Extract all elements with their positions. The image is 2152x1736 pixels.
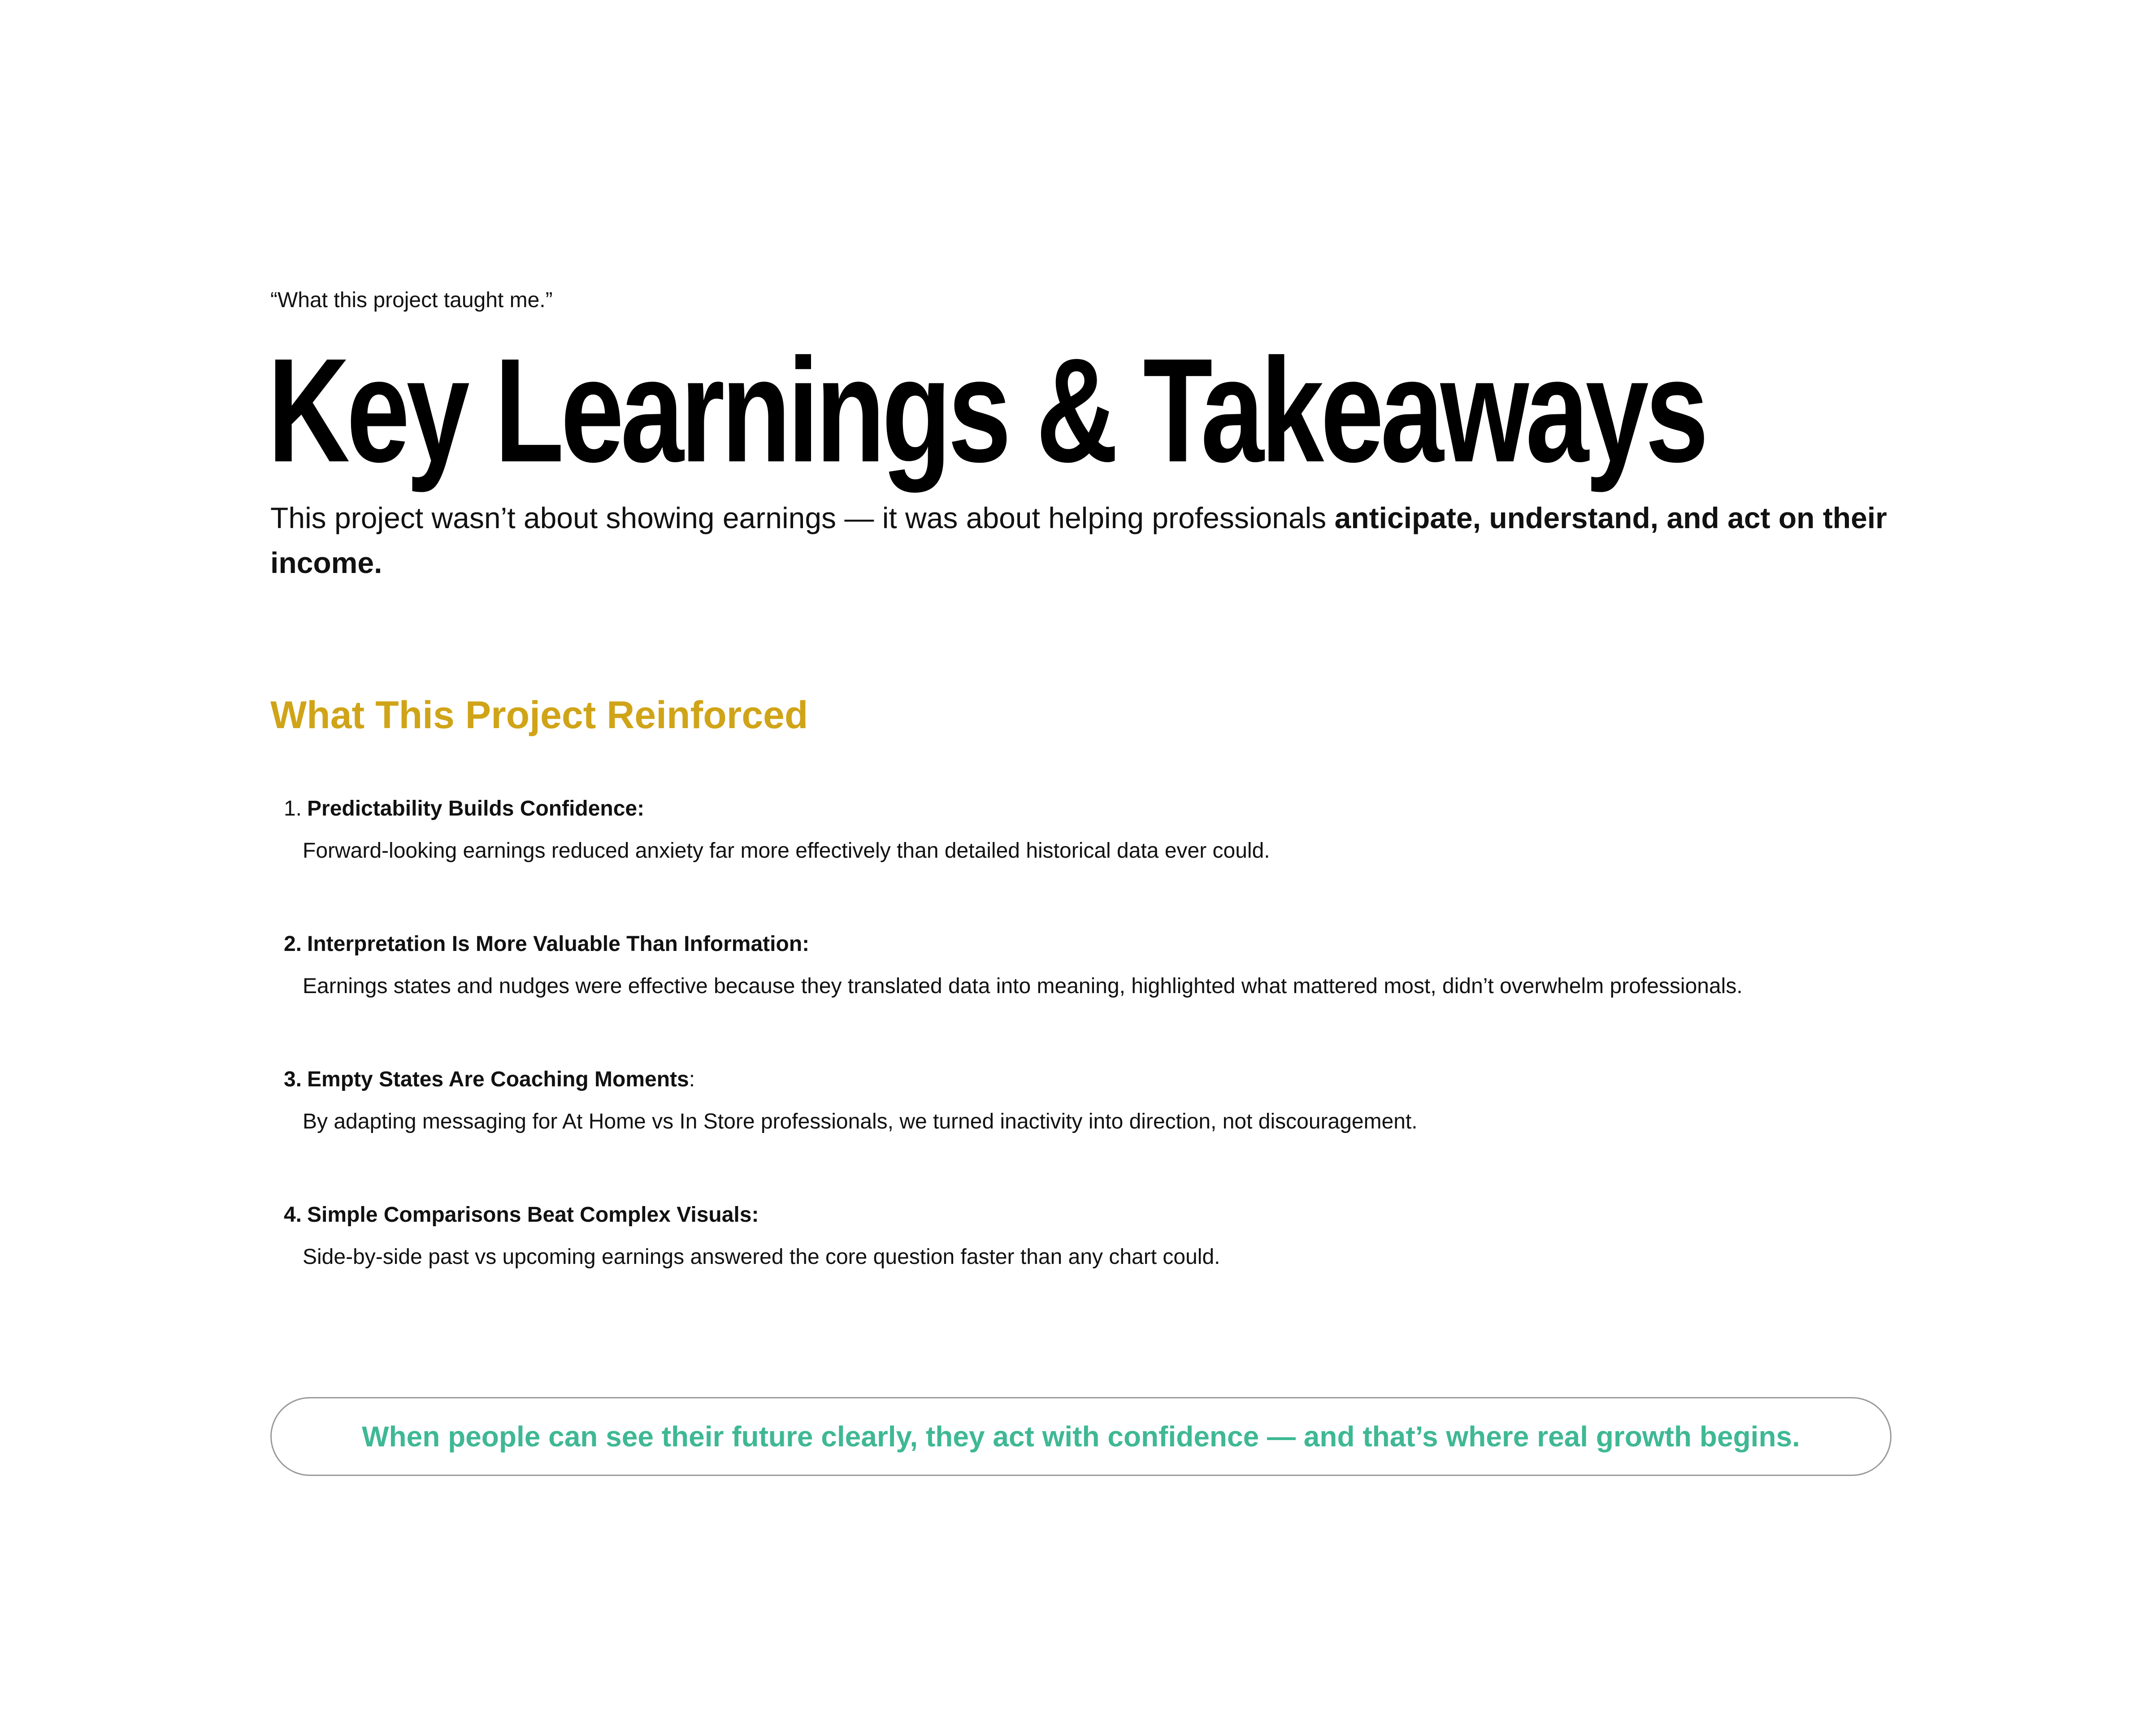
intro-paragraph	[270, 495, 1893, 585]
learning-description: Earnings states and nudges were effective because they translated data into meaning, highlighted what mattered most, didn’t overwhelm professionals.	[303, 974, 1743, 998]
eyebrow-quote: “What this project taught me.”	[270, 288, 553, 312]
learning-header	[270, 928, 1893, 960]
learning-item	[270, 928, 1893, 1063]
learning-number: 3.	[283, 1068, 302, 1091]
learning-colon: :	[637, 797, 645, 820]
learning-item	[270, 1199, 1893, 1334]
learning-colon: :	[802, 932, 810, 956]
learning-description: Side-by-side past vs upcoming earnings answered the core question faster than any chart could.	[303, 1245, 1220, 1269]
learning-header	[270, 1199, 1893, 1231]
learning-number: 1.	[283, 797, 302, 820]
learning-title: Interpretation Is More Valuable Than Information	[307, 932, 803, 956]
learnings-list	[270, 793, 1893, 1334]
learning-title: Predictability Builds Confidence	[307, 797, 638, 820]
learning-colon: :	[689, 1068, 695, 1091]
intro-text: This project wasn’t about showing earnings — it was about helping professionals	[270, 501, 1335, 534]
intro-emphasis: anticipate, understand, and act on their income.	[270, 501, 1887, 579]
learning-header	[270, 793, 1893, 825]
closing-quote-box	[270, 1397, 1892, 1476]
learning-header	[270, 1063, 1893, 1096]
page-title: Key Learnings & Takeaways	[268, 327, 1705, 493]
closing-quote: When people can see their future clearly, they act with confidence — and that’s where real growth begins.	[362, 1420, 1800, 1453]
section-heading: What This Project Reinforced	[270, 694, 808, 737]
learning-item	[270, 793, 1893, 928]
learning-colon: :	[751, 1203, 759, 1227]
learning-title: Empty States Are Coaching Moments	[307, 1068, 689, 1091]
learning-number: 2.	[283, 932, 302, 956]
learning-description: By adapting messaging for At Home vs In Store professionals, we turned inactivity into direction, not discouragement.	[303, 1110, 1418, 1133]
learning-number: 4.	[283, 1203, 302, 1227]
learning-description: Forward-looking earnings reduced anxiety far more effectively than detailed historical data ever could.	[303, 839, 1270, 863]
learning-item	[270, 1063, 1893, 1199]
learning-title: Simple Comparisons Beat Complex Visuals	[307, 1203, 752, 1227]
